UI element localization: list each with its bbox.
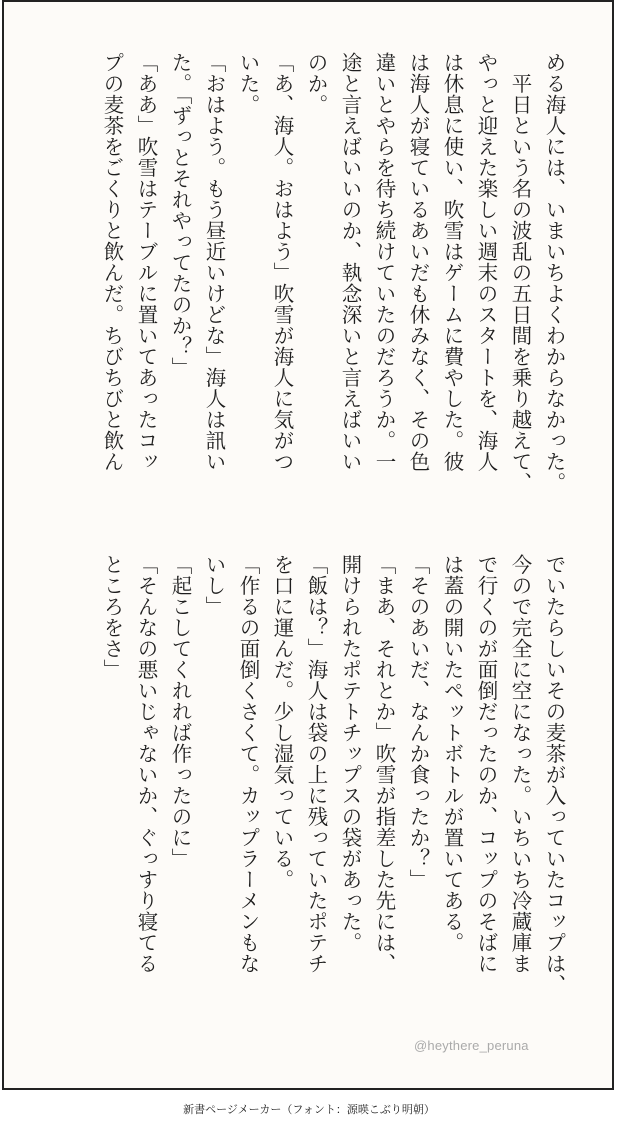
lower-column-6: 「まあ、それとか」吹雪が指差した先には、 — [372, 554, 396, 974]
footer-caption: 新書ページメーカー（フォント：源暎こぶり明朝） — [183, 1103, 435, 1116]
upper-column-2: 平日という名の波乱の五日間を乗り越えて、 — [508, 52, 532, 493]
watermark-handle: @heythere_peruna — [414, 1038, 529, 1053]
upper-column-7: 途と言えばいいのか、執念深いと言えばいい — [338, 52, 362, 472]
lower-column-9: を口に運んだ。少し湿気っている。 — [270, 554, 294, 890]
lower-column-12: 「起こしてくれれば作ったのに」 — [168, 554, 192, 869]
lower-column-5: 「そのあいだ、なんか食ったか？」 — [406, 554, 430, 890]
upper-column-3: やっと迎えた楽しい週末のスタートを、海人 — [474, 52, 498, 472]
lower-column-8: 「飯は？」海人は袋の上に残っていたポテチ — [304, 554, 328, 974]
upper-column-11: 「おはよう。もう昼近いけどな」海人は訊い — [202, 52, 226, 472]
lower-column-13: 「そんなの悪いじゃないか、ぐっすり寝てる — [134, 554, 158, 974]
upper-column-10: いた。 — [236, 52, 260, 115]
lower-column-1: でいたらしいその麦茶が入っていたコップは、 — [542, 554, 566, 995]
lower-column-10: 「作るの面倒くさくて。カップラーメンもな — [236, 554, 260, 974]
lower-column-14: ところをさ」 — [100, 554, 124, 680]
upper-column-6: 違いとやらを待ち続けていたのだろうか。一 — [372, 52, 396, 472]
upper-column-12: た。「ずっとそれやってたのか？」 — [168, 52, 192, 378]
upper-column-4: は休息に使い、吹雪はゲームに費やした。彼 — [440, 52, 464, 472]
manuscript-page — [2, 0, 614, 1090]
upper-column-1: める海人には、いまいちよくわからなかった。 — [542, 52, 566, 493]
lower-column-11: いし」 — [202, 554, 226, 617]
lower-column-7: 開けられたポテトチップスの袋があった。 — [338, 554, 362, 953]
lower-column-4: は蓋の開いたペットボトルが置いてある。 — [440, 554, 464, 953]
upper-column-13: 「ああ」吹雪はテーブルに置いてあったコッ — [134, 52, 158, 472]
upper-column-5: は海人が寝ているあいだも休みなく、その色 — [406, 52, 430, 472]
upper-column-8: のか。 — [304, 52, 328, 115]
lower-column-2: 今ので完全に空になった。いちいち冷蔵庫ま — [508, 554, 532, 974]
upper-column-14: プの麦茶をごくりと飲んだ。ちびちびと飲ん — [100, 52, 124, 472]
lower-column-3: で行くのが面倒だったのか、コップのそばに — [474, 554, 498, 974]
upper-column-9: 「あ、海人。おはよう」吹雪が海人に気がつ — [270, 52, 294, 472]
